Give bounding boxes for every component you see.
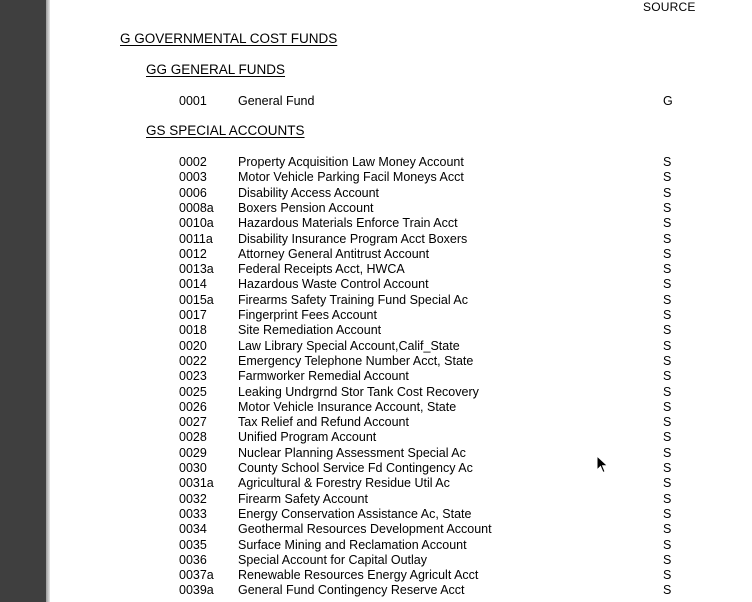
fund-row: [50, 461, 752, 476]
fund-source: S: [663, 399, 672, 414]
fund-source: S: [663, 537, 672, 552]
fund-code: 0017: [179, 308, 207, 322]
fund-code: 0010a: [179, 216, 214, 231]
fund-name: Site Remediation Account: [238, 323, 382, 338]
fund-source: S: [663, 461, 672, 475]
fund-row: [50, 155, 752, 170]
fund-row: [50, 293, 752, 308]
fund-name: Unified Program Account: [238, 430, 377, 445]
fund-source: S: [663, 369, 672, 384]
fund-source: S: [663, 506, 672, 521]
fund-source: S: [663, 231, 672, 246]
fund-name: Energy Conservation Assistance Ac, State: [238, 506, 472, 521]
fund-row: [50, 170, 752, 185]
fund-name: Motor Vehicle Parking Facil Moneys Acct: [238, 170, 464, 185]
fund-code: 0025: [179, 384, 207, 399]
heading-governmental-cost-funds: G GOVERNMENTAL COST FUNDS: [120, 31, 338, 46]
fund-name: Special Account for Capital Outlay: [238, 552, 427, 567]
fund-code: 0015a: [179, 292, 214, 307]
fund-name: Hazardous Waste Control Account: [238, 277, 429, 292]
fund-source: S: [663, 323, 672, 338]
fund-code: 0036: [179, 552, 207, 567]
fund-code: 0023: [179, 369, 207, 384]
fund-row: [50, 538, 752, 553]
fund-row: [50, 308, 752, 323]
fund-name: Firearm Safety Account: [238, 491, 368, 506]
fund-code: 0035: [179, 537, 207, 552]
fund-code: 0013a: [179, 262, 214, 277]
fund-name: General Fund: [238, 94, 315, 108]
fund-name: Attorney General Antitrust Account: [238, 246, 430, 261]
fund-code: 0026: [179, 399, 207, 414]
fund-row: [50, 446, 752, 461]
fund-code: 0018: [179, 323, 207, 338]
fund-code: 0011a: [179, 231, 213, 246]
fund-name: General Fund Contingency Reserve Acct: [238, 583, 465, 598]
fund-name: Tax Relief and Refund Account: [238, 415, 409, 430]
fund-row: [50, 354, 752, 369]
fund-source: S: [663, 308, 672, 322]
fund-source: G: [663, 94, 673, 108]
fund-source: S: [663, 170, 672, 185]
fund-source: S: [663, 476, 672, 491]
heading-special-accounts: GS SPECIAL ACCOUNTS: [146, 123, 305, 138]
fund-row: [50, 476, 752, 491]
fund-code: 0008a: [179, 200, 214, 215]
fund-name: Disability Access Account: [238, 185, 380, 200]
fund-row: [50, 94, 752, 109]
fund-row: [50, 415, 752, 430]
fund-code: 0039a: [179, 583, 214, 598]
fund-name: Law Library Special Account,Calif_State: [238, 338, 460, 353]
fund-row: [50, 507, 752, 522]
fund-row: [50, 430, 752, 445]
fund-name: County School Service Fd Contingency Ac: [238, 461, 473, 475]
fund-row: [50, 339, 752, 354]
fund-row: [50, 583, 752, 598]
fund-code: 0012: [179, 246, 207, 261]
fund-name: Nuclear Planning Assessment Special Ac: [238, 445, 466, 460]
fund-name: Firearms Safety Training Fund Special Ac: [238, 292, 468, 307]
fund-name: Hazardous Materials Enforce Train Acct: [238, 216, 458, 231]
fund-code: 0001: [179, 94, 207, 108]
fund-row: [50, 400, 752, 415]
source-column-header: SOURCE: [643, 0, 696, 14]
fund-row: [50, 323, 752, 338]
fund-row: [50, 232, 752, 247]
fund-row: [50, 277, 752, 292]
viewer-left-margin: [0, 0, 46, 602]
fund-row: [50, 186, 752, 201]
fund-source: S: [663, 491, 672, 506]
fund-code: 0032: [179, 491, 207, 506]
fund-source: S: [663, 384, 672, 399]
fund-name: Fingerprint Fees Account: [238, 308, 377, 322]
fund-code: 0020: [179, 338, 207, 353]
fund-source: S: [663, 445, 672, 460]
fund-code: 0022: [179, 353, 207, 368]
fund-source: S: [663, 522, 672, 537]
fund-row: [50, 247, 752, 262]
fund-source: S: [663, 338, 672, 353]
fund-code: 0034: [179, 522, 207, 537]
fund-source: S: [663, 568, 672, 583]
fund-name: Disability Insurance Program Acct Boxers: [238, 231, 468, 246]
fund-source: S: [663, 155, 672, 169]
fund-code: 0003: [179, 170, 207, 185]
fund-row: [50, 522, 752, 537]
fund-name: Emergency Telephone Number Acct, State: [238, 353, 474, 368]
fund-code: 0031a: [179, 476, 214, 491]
fund-source: S: [663, 216, 672, 231]
fund-source: S: [663, 583, 672, 598]
fund-code: 0037a: [179, 568, 214, 583]
fund-name: Surface Mining and Reclamation Account: [238, 537, 467, 552]
heading-general-funds: GG GENERAL FUNDS: [146, 62, 286, 77]
fund-row: [50, 385, 752, 400]
fund-code: 0006: [179, 185, 207, 200]
fund-row: [50, 492, 752, 507]
fund-code: 0028: [179, 430, 207, 445]
fund-source: S: [663, 277, 672, 292]
fund-source: S: [663, 200, 672, 215]
fund-source: S: [663, 353, 672, 368]
fund-source: S: [663, 552, 672, 567]
fund-source: S: [663, 262, 672, 277]
fund-source: S: [663, 430, 672, 445]
fund-code: 0014: [179, 277, 207, 292]
fund-source: S: [663, 415, 672, 430]
fund-row: [50, 369, 752, 384]
fund-row: [50, 262, 752, 277]
fund-code: 0029: [179, 445, 207, 460]
fund-row: [50, 568, 752, 583]
fund-row: [50, 201, 752, 216]
fund-name: Federal Receipts Acct, HWCA: [238, 262, 405, 277]
fund-source: S: [663, 246, 672, 261]
fund-name: Agricultural & Forestry Residue Util Ac: [238, 476, 450, 491]
fund-name: Farmworker Remedial Account: [238, 369, 409, 384]
fund-code: 0002: [179, 155, 207, 169]
fund-row: [50, 216, 752, 231]
fund-name: Renewable Resources Energy Agricult Acct: [238, 568, 479, 583]
document-page[interactable]: [50, 0, 752, 602]
fund-name: Motor Vehicle Insurance Account, State: [238, 399, 457, 414]
fund-name: Boxers Pension Account: [238, 200, 374, 215]
mouse-pointer-icon: [596, 455, 610, 475]
fund-row: [50, 553, 752, 568]
fund-code: 0033: [179, 506, 207, 521]
fund-source: S: [663, 185, 672, 200]
fund-name: Property Acquisition Law Money Account: [238, 155, 464, 169]
fund-code: 0030: [179, 461, 207, 475]
fund-source: S: [663, 292, 672, 307]
fund-name: Geothermal Resources Development Account: [238, 522, 492, 537]
fund-name: Leaking Undrgrnd Stor Tank Cost Recovery: [238, 384, 479, 399]
fund-code: 0027: [179, 415, 207, 430]
